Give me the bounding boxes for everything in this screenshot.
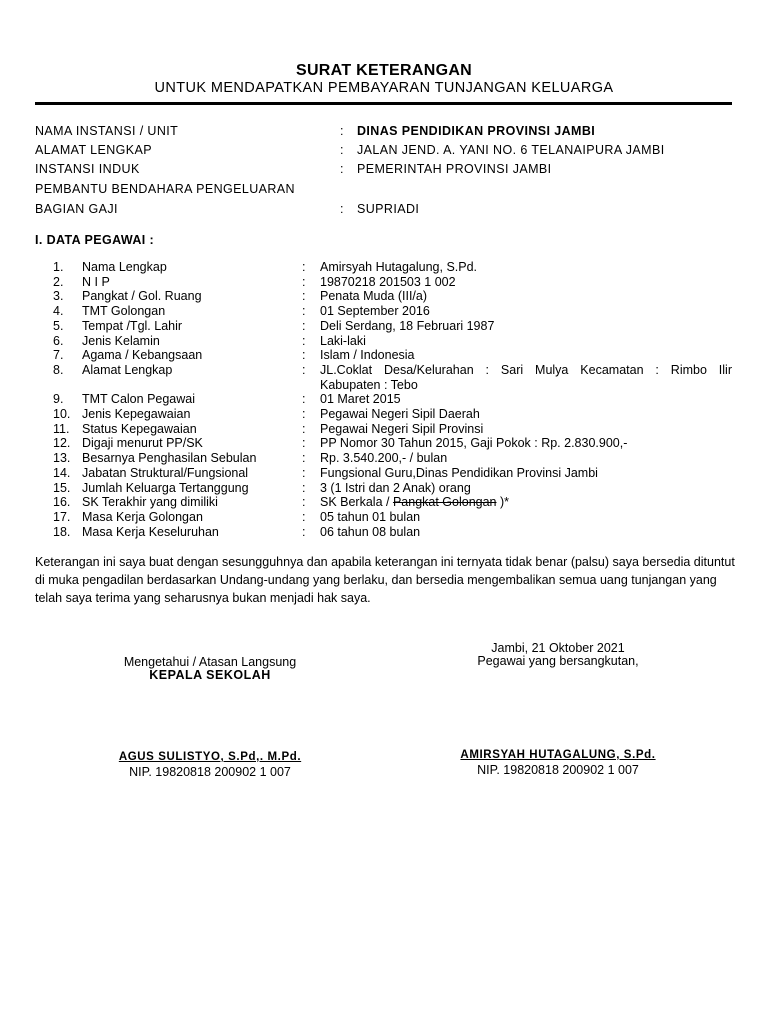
row-value: Penata Muda (III/a)	[320, 289, 428, 304]
row-label: Masa Kerja Golongan	[82, 509, 203, 524]
row-number: 8.	[53, 362, 64, 377]
institution-label: PEMBANTU BENDAHARA PENGELUARAN	[35, 182, 295, 196]
row-number: 3.	[53, 289, 64, 304]
row-value-continued: Kabupaten : Tebo	[320, 377, 418, 392]
row-value: Islam / Indonesia	[320, 348, 415, 363]
institution-colon: :	[340, 124, 344, 138]
row-number: 11.	[53, 421, 70, 436]
employee-signature-nip: NIP. 19820818 200902 1 007	[477, 763, 639, 777]
institution-value: SUPRIADI	[357, 202, 420, 216]
row-colon: :	[302, 348, 306, 363]
row-label: TMT Calon Pegawai	[82, 392, 196, 407]
row-colon: :	[302, 304, 306, 319]
institution-value: PEMERINTAH PROVINSI JAMBI	[357, 162, 552, 176]
row-label: Jabatan Struktural/Fungsional	[82, 465, 249, 480]
row-colon: :	[302, 421, 306, 436]
row-label: Tempat /Tgl. Lahir	[82, 318, 183, 333]
row-value: Pegawai Negeri Sipil Daerah	[320, 407, 480, 421]
row-label: Pangkat / Gol. Ruang	[82, 289, 202, 304]
row-value: 01 Maret 2015	[320, 392, 401, 407]
institution-label: BAGIAN GAJI	[35, 202, 118, 216]
row-value	[320, 495, 732, 510]
institution-colon: :	[340, 143, 344, 157]
sk-struck-text: Pangkat Golongan	[392, 495, 497, 510]
row-number: 6.	[53, 333, 64, 348]
supervisor-nip: NIP. 19820818 200902 1 007	[129, 765, 291, 779]
row-colon: :	[302, 407, 306, 421]
institution-row	[35, 143, 735, 159]
row-value: Deli Serdang, 18 Februari 1987	[320, 318, 495, 333]
row-value: 05 tahun 01 bulan	[320, 509, 421, 524]
row-label: TMT Golongan	[82, 304, 166, 319]
supervisor-name: AGUS SULISTYO, S.Pd,. M.Pd.	[118, 751, 302, 763]
institution-value: JALAN JEND. A. YANI NO. 6 TELANAIPURA JAMBI	[357, 143, 665, 157]
row-label: Jenis Kepegawaian	[82, 407, 191, 421]
institution-row	[35, 162, 735, 178]
institution-value: DINAS PENDIDIKAN PROVINSI JAMBI	[357, 124, 596, 138]
row-colon: :	[302, 480, 306, 495]
row-colon: :	[302, 524, 306, 539]
employee-signature-name: AMIRSYAH HUTAGALUNG, S.Pd.	[460, 749, 656, 761]
institution-label: INSTANSI INDUK	[35, 162, 140, 176]
row-colon: :	[302, 465, 306, 480]
institution-colon: :	[340, 202, 344, 216]
row-value: Amirsyah Hutagalung, S.Pd.	[320, 260, 478, 274]
row-value: 19870218 201503 1 002	[320, 274, 456, 289]
row-number: 18.	[53, 524, 71, 539]
row-label: Agama / Kebangsaan	[82, 348, 203, 363]
row-number: 5.	[53, 318, 64, 333]
row-label: N I P	[82, 274, 110, 289]
row-number: 2.	[53, 274, 64, 289]
place-date: Jambi, 21 Oktober 2021	[491, 641, 625, 655]
section-title: I. DATA PEGAWAI :	[35, 233, 155, 247]
supervisor-role: KEPALA SEKOLAH	[149, 668, 271, 682]
row-colon: :	[302, 451, 306, 466]
institution-colon: :	[340, 162, 344, 176]
row-number: 14.	[53, 465, 71, 480]
row-colon: :	[302, 333, 306, 348]
row-number: 10.	[53, 407, 71, 421]
row-colon: :	[302, 318, 306, 333]
row-value: JL.Coklat Desa/Kelurahan : Sari Mulya Kecamatan : Rimbo Ilir	[320, 362, 732, 377]
row-number: 17.	[53, 509, 71, 524]
row-label: Jumlah Keluarga Tertanggung	[82, 480, 249, 495]
row-colon: :	[302, 509, 306, 524]
supervisor-acknowledgement: Mengetahui / Atasan Langsung	[123, 655, 297, 669]
row-number: 7.	[53, 348, 64, 363]
row-colon: :	[302, 362, 306, 377]
row-colon: :	[302, 274, 306, 289]
row-value: PP Nomor 30 Tahun 2015, Gaji Pokok : Rp. 2.830.900,-	[320, 436, 628, 451]
institution-label: NAMA INSTANSI / UNIT	[35, 124, 179, 138]
row-label: Alamat Lengkap	[82, 362, 173, 377]
header-divider	[35, 102, 732, 105]
row-colon: :	[302, 436, 306, 451]
row-number: 12.	[53, 436, 71, 451]
row-colon: :	[302, 260, 306, 274]
sk-type-text: SK Berkala /	[320, 495, 393, 510]
row-label: Besarnya Penghasilan Sebulan	[82, 451, 257, 466]
employee-signature-caption: Pegawai yang bersangkutan,	[477, 654, 639, 668]
row-label: Masa Kerja Keseluruhan	[82, 524, 219, 539]
document-subtitle: UNTUK MENDAPATKAN PEMBAYARAN TUNJANGAN KELUARGA	[154, 80, 614, 96]
row-number: 15.	[53, 480, 71, 495]
institution-row	[35, 202, 735, 218]
row-label: Digaji menurut PP/SK	[82, 436, 203, 451]
row-value: Laki-laki	[320, 333, 366, 348]
row-number: 13.	[53, 451, 71, 466]
institution-row	[35, 182, 735, 198]
row-value: Rp. 3.540.200,- / bulan	[320, 451, 448, 466]
row-number: 4.	[53, 304, 64, 319]
institution-row	[35, 124, 735, 140]
document-title: SURAT KETERANGAN	[295, 62, 473, 79]
row-value: 01 September 2016	[320, 304, 430, 319]
row-colon: :	[302, 495, 306, 510]
row-label: SK Terakhir yang dimiliki	[82, 495, 218, 510]
row-number: 1.	[53, 260, 64, 274]
row-label: Nama Lengkap	[82, 260, 167, 274]
row-label: Jenis Kelamin	[82, 333, 160, 348]
row-label: Status Kepegawaian	[82, 421, 197, 436]
row-value: 06 tahun 08 bulan	[320, 524, 421, 539]
sk-footnote-mark: )*	[496, 495, 510, 510]
row-colon: :	[302, 392, 306, 407]
institution-label: ALAMAT LENGKAP	[35, 143, 152, 157]
statement-paragraph: Keterangan ini saya buat dengan sesungguhnya dan apabila keterangan ini ternyata tidak benar (palsu) saya bersedia dituntut di muka pengadilan berdasarkan Undang-undang yang berlaku, dan bersedia mengembalikan semua uang tunjangan yang telah saya terima yang seharusnya bukan menjadi hak saya.	[35, 555, 735, 605]
row-value: Pegawai Negeri Sipil Provinsi	[320, 421, 484, 436]
row-number: 9.	[53, 392, 64, 407]
row-number: 16.	[53, 495, 71, 510]
row-value: 3 (1 Istri dan 2 Anak) orang	[320, 480, 471, 495]
row-value: Fungsional Guru,Dinas Pendidikan Provinsi Jambi	[320, 465, 598, 480]
row-colon: :	[302, 289, 306, 304]
